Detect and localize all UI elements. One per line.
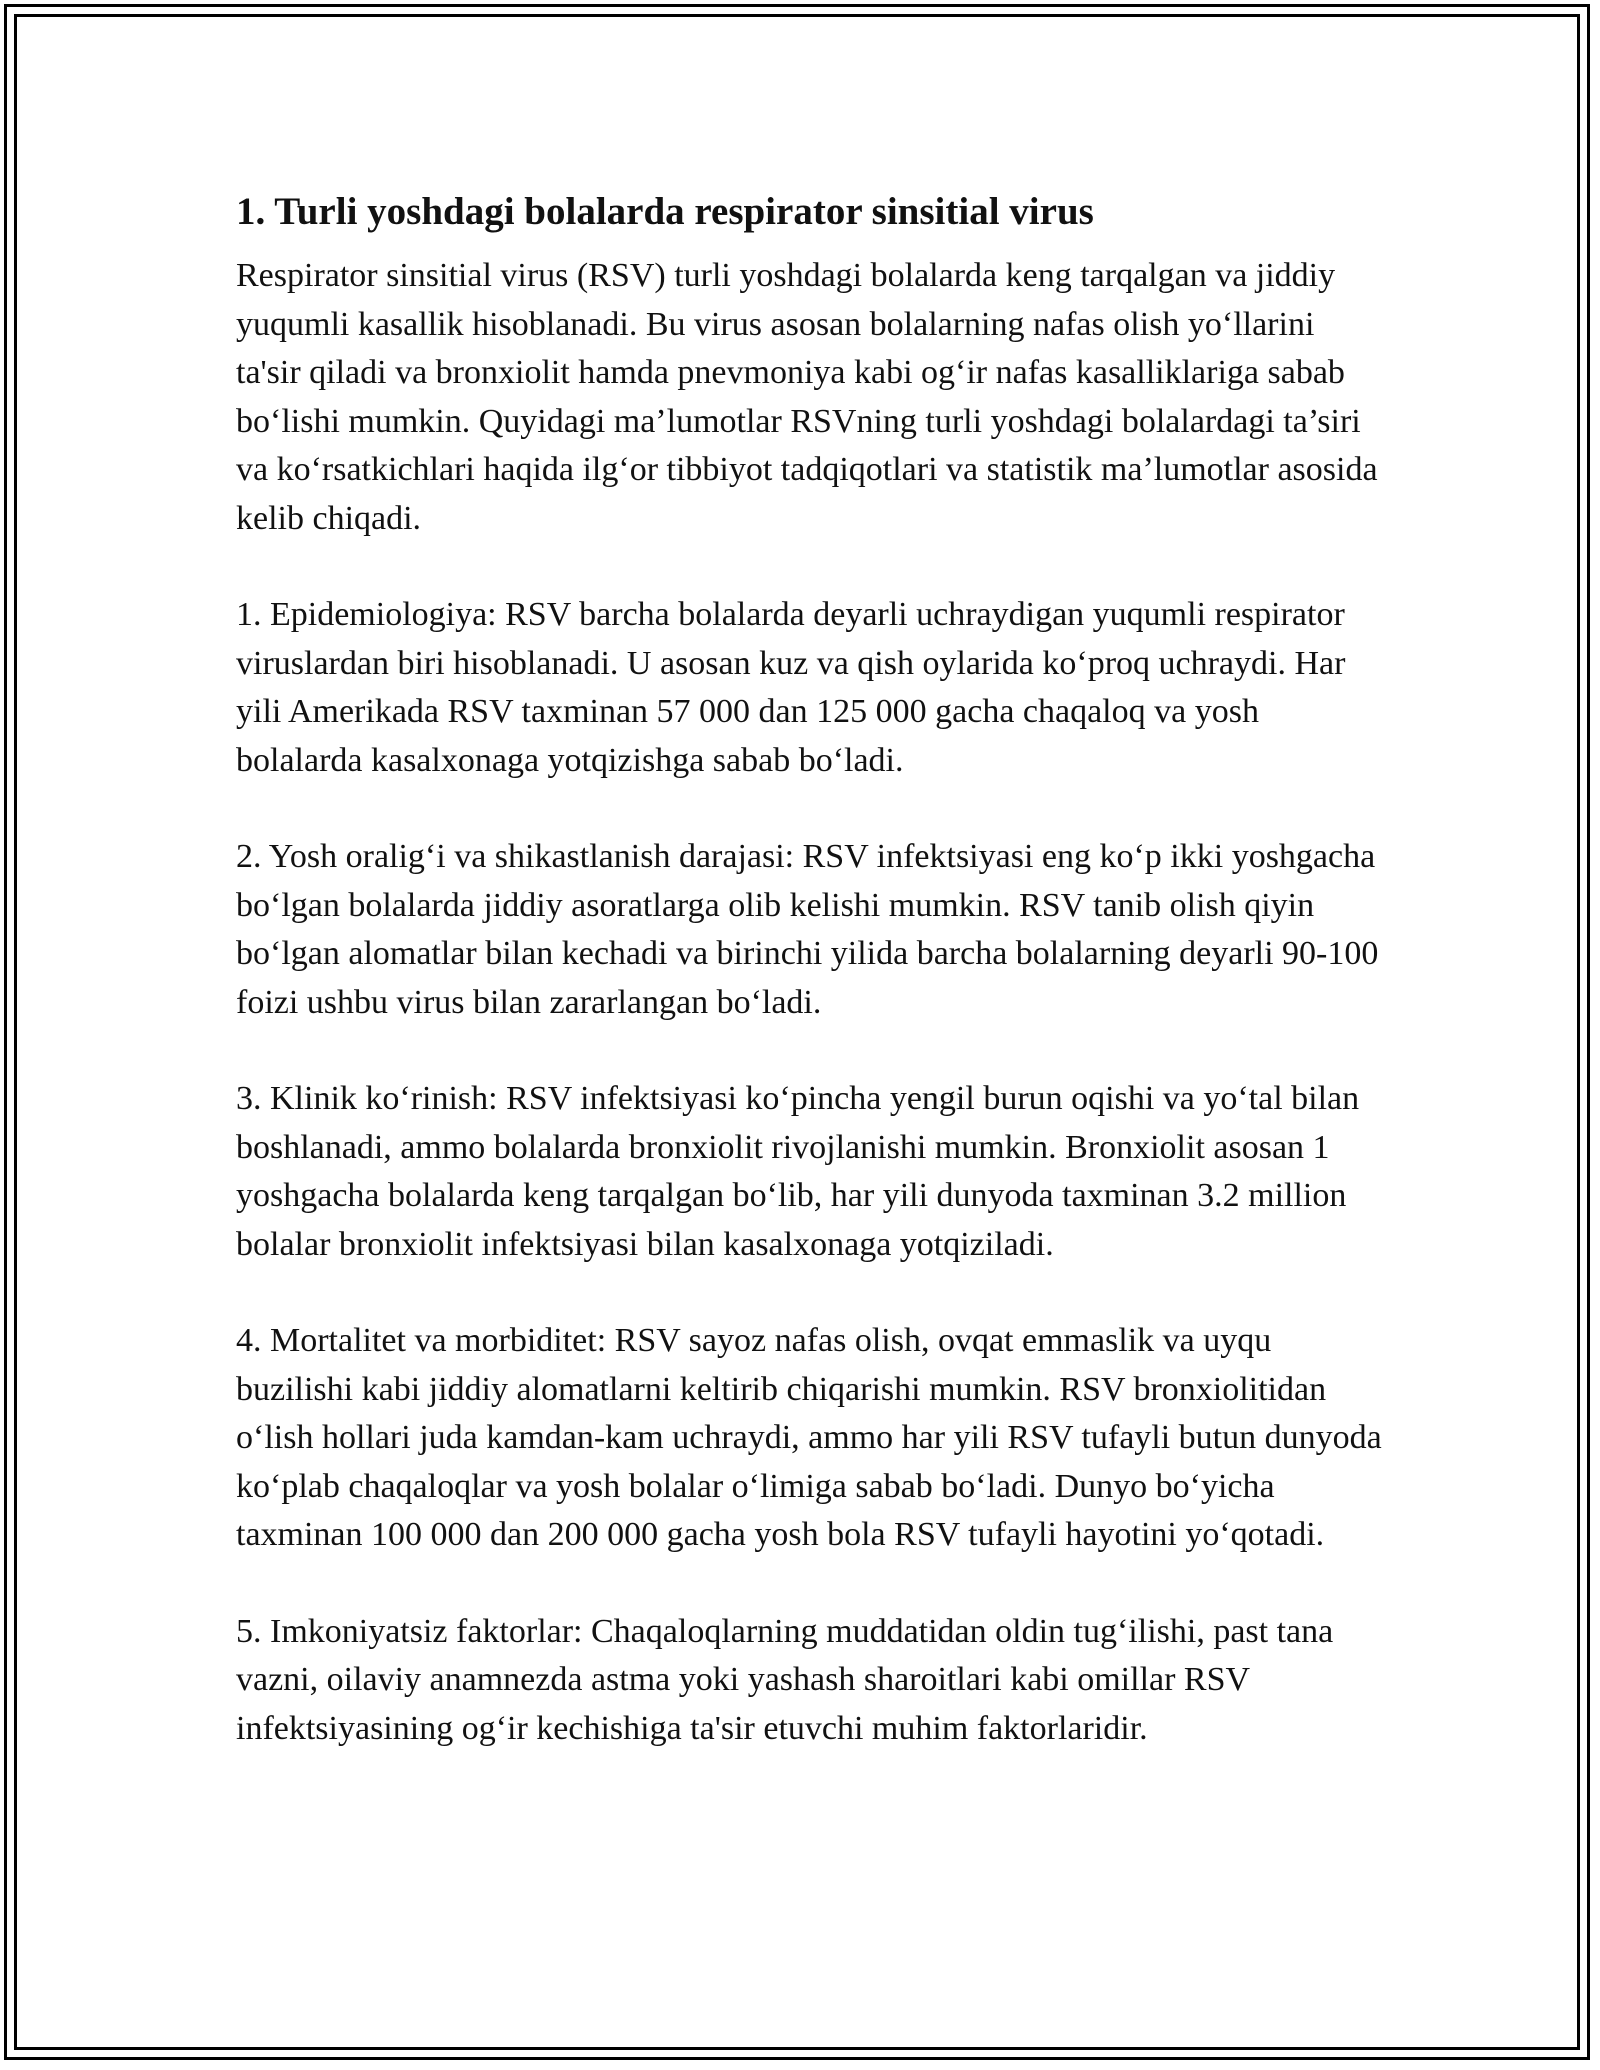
paragraph-mortality: 4. Mortalitet va morbiditet: RSV sayoz nafas olish, ovqat emmaslik va uyqu buzilishi kabi jiddiy alomatlarni keltirib chiqarishi mumkin. RSV bronxiolitidan o‘lish hollari juda kamdan-kam uchraydi, ammo har yili RSV tufayli butun dunyoda ko‘plab chaqaloqlar va yosh bolalar o‘limiga sabab bo‘ladi. Dunyo bo‘yicha taxminan 100 000 dan 200 000 gacha yosh bola RSV tufayli hayotini yo‘qotadi. bbox=[236, 1322, 1382, 1553]
paragraph-age-range: 2. Yosh oralig‘i va shikastlanish darajasi: RSV infektsiyasi eng ko‘p ikki yoshgacha bo‘lgan bolalarda jiddiy asoratlarga olib kelishi mumkin. RSV tanib olish qiyin bo‘lgan alomatlar bilan kechadi va birinchi yilida barcha bolalarning deyarli 90-100 foizi ushbu virus bilan zararlangan bo‘ladi. bbox=[236, 838, 1379, 1021]
paragraph-risk-factors: 5. Imkoniyatsiz faktorlar: Chaqaloqlarning muddatidan oldin tug‘ilishi, past tana vazni, oilaviy anamnezda astma yoki yashash sharoitlari kabi omillar RSV infektsiyasining og‘ir kechishiga ta'sir etuvchi muhim faktorlaridir. bbox=[236, 1612, 1334, 1747]
paragraph-clinical: 3. Klinik ko‘rinish: RSV infektsiyasi ko‘pincha yengil burun oqishi va yo‘tal bilan boshlanadi, ammo bolalarda bronxiolit rivojlanishi mumkin. Bronxiolit asosan 1 yoshgacha bolalarda keng tarqalgan bo‘lib, har yili dunyoda taxminan 3.2 million bolalar bronxiolit infektsiyasi bilan kasalxonaga yotqiziladi. bbox=[236, 1080, 1360, 1263]
paragraph-epidemiology: 1. Epidemiologiya: RSV barcha bolalarda deyarli uchraydigan yuqumli respirator viruslardan biri hisoblanadi. U asosan kuz va qish oylarida ko‘proq uchraydi. Har yili Amerikada RSV taxminan 57 000 dan 125 000 gacha chaqaloq va yosh bolalarda kasalxonaga yotqizishga sabab bo‘ladi. bbox=[236, 596, 1346, 779]
document-body bbox=[236, 186, 1386, 1753]
intro-paragraph: Respirator sinsitial virus (RSV) turli yoshdagi bolalarda keng tarqalgan va jiddiy yuqumli kasallik hisoblanadi. Bu virus asosan bolalarning nafas olish yo‘llarini ta'sir qiladi va bronxiolit hamda pnevmoniya kabi og‘ir nafas kasalliklariga sabab bo‘lishi mumkin. Quyidagi ma’lumotlar RSVning turli yoshdagi bolalardagi ta’siri va ko‘rsatkichlari haqida ilg‘or tibbiyot tadqiqotlari va statistik ma’lumotlar asosida kelib chiqadi. bbox=[236, 257, 1378, 537]
document-title: 1. Turli yoshdagi bolalarda respirator sinsitial virus bbox=[236, 190, 1094, 233]
